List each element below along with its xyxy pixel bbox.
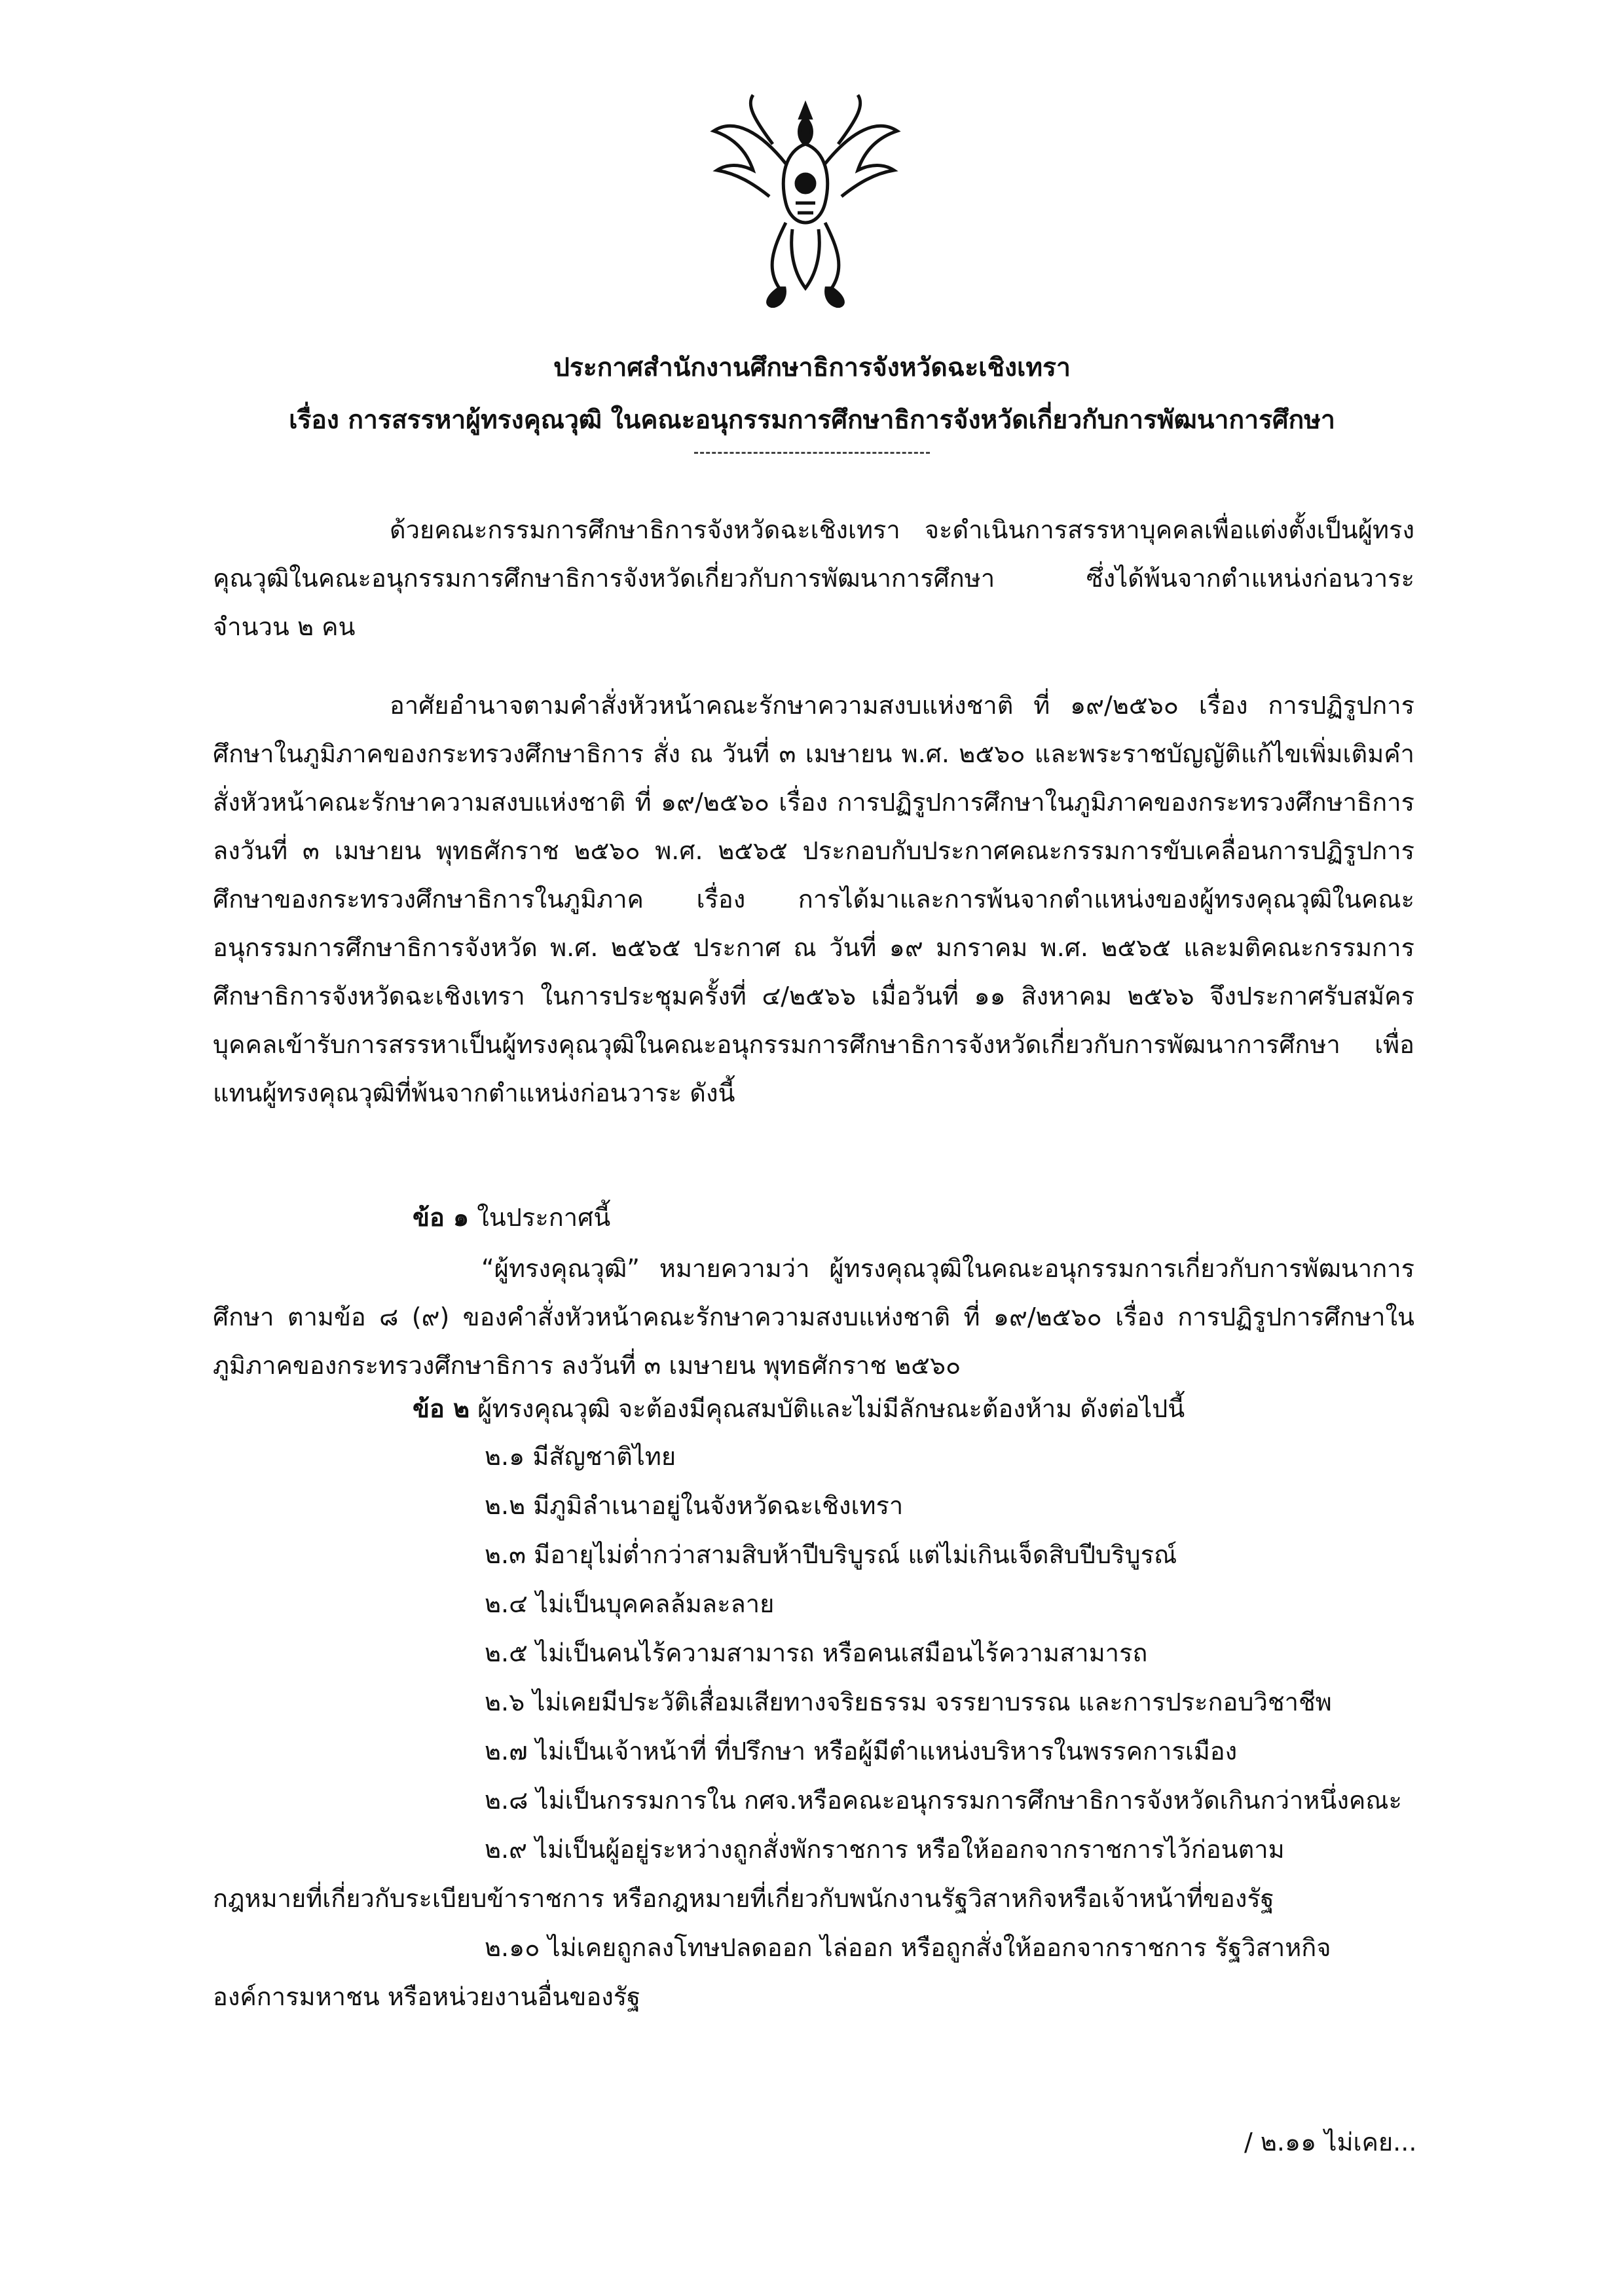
garuda-emblem-icon bbox=[707, 92, 904, 308]
clause-1-heading bbox=[413, 1197, 610, 1237]
clause-1-text: ในประกาศนี้ bbox=[477, 1203, 611, 1232]
clause-2-label: ข้อ ๒ bbox=[413, 1394, 470, 1423]
qualification-item: ๒.๓ มีอายุไม่ต่ำกว่าสามสิบห้าปีบริบูรณ์ แต่ไม่เกินเจ็ดสิบปีบริบูรณ์ bbox=[485, 1540, 1177, 1569]
clause-1-definition: “ผู้ทรงคุณวุฒิ” หมายความว่า ผู้ทรงคุณวุฒิในคณะอนุกรรมการเกี่ยวกับการพัฒนาการศึกษา ตามข้อ ๘ (๙) ของคำสั่งหัวหน้าคณะรักษาความสงบแห่งชาติ ที่ ๑๙/๒๕๖๐ เรื่อง การปฏิรูปการศึกษาในภูมิภาคของกระทรวงศึกษาธิการ ลงวันที่ ๓ เมษายน พุทธศักราช ๒๕๖๐ bbox=[213, 1254, 1414, 1380]
clause-2-heading bbox=[413, 1388, 1185, 1428]
qualification-item: ๒.๙ ไม่เป็นผู้อยู่ระหว่างถูกสั่งพักราชการ หรือให้ออกจากราชการไว้ก่อนตาม bbox=[485, 1835, 1285, 1864]
qualification-item-continued: กฎหมายที่เกี่ยวกับระเบียบข้าราชการ หรือกฎหมายที่เกี่ยวกับพนักงานรัฐวิสาหกิจหรือเจ้าหน้าที่ของรัฐ bbox=[213, 1884, 1274, 1913]
qualification-item: ๒.๑ มีสัญชาติไทย bbox=[485, 1442, 676, 1471]
qualification-item-continued: องค์การมหาชน หรือหน่วยงานอื่นของรัฐ bbox=[213, 1982, 641, 2011]
paragraph-authority: อาศัยอำนาจตามคำสั่งหัวหน้าคณะรักษาความสงบแห่งชาติ ที่ ๑๙/๒๕๖๐ เรื่อง การปฏิรูปการศึกษาในภูมิภาคของกระทรวงศึกษาธิการ สั่ง ณ วันที่ ๓ เมษายน พ.ศ. ๒๕๖๐ และพระราชบัญญัติแก้ไขเพิ่มเติมคำสั่งหัวหน้าคณะรักษาความสงบแห่งชาติ ที่ ๑๙/๒๕๖๐ เรื่อง การปฏิรูปการศึกษาในภูมิภาคของกระทรวงศึกษาธิการ ลงวันที่ ๓ เมษายน พุทธศักราช ๒๕๖๐ พ.ศ. ๒๕๖๕ ประกอบกับประกาศคณะกรรมการขับเคลื่อนการปฏิรูปการศึกษาของกระทรวงศึกษาธิการในภูมิภาค เรื่อง การได้มาและการพ้นจากตำแหน่งของผู้ทรงคุณวุฒิในคณะอนุกรรมการศึกษาธิการจังหวัด พ.ศ. ๒๕๖๕ ประกาศ ณ วันที่ ๑๙ มกราคม พ.ศ. ๒๕๖๕ และมติคณะกรรมการศึกษาธิการจังหวัดฉะเชิงเทรา ในการประชุมครั้งที่ ๔/๒๕๖๖ เมื่อวันที่ ๑๑ สิงหาคม ๒๕๖๖ จึงประกาศรับสมัครบุคคลเข้ารับการสรรหาเป็นผู้ทรงคุณวุฒิในคณะอนุกรรมการศึกษาธิการจังหวัดเกี่ยวกับการพัฒนาการศึกษา เพื่อแทนผู้ทรงคุณวุฒิที่พ้นจากตำแหน่งก่อนวาระ ดังนี้ bbox=[213, 691, 1414, 1107]
announcement-subject: เรื่อง การสรรหาผู้ทรงคุณวุฒิ ในคณะอนุกรรมการศึกษาธิการจังหวัดเกี่ยวกับการพัฒนาการศึกษา bbox=[289, 405, 1335, 435]
clause-1-label: ข้อ ๑ bbox=[413, 1203, 470, 1232]
clause-2-text: ผู้ทรงคุณวุฒิ จะต้องมีคุณสมบัติและไม่มีลักษณะต้องห้าม ดังต่อไปนี้ bbox=[477, 1394, 1185, 1423]
title-divider bbox=[694, 452, 930, 454]
continuation-reference: / ๒.๑๑ ไม่เคย... bbox=[1244, 2128, 1417, 2157]
qualification-item: ๒.๖ ไม่เคยมีประวัติเสื่อมเสียทางจริยธรรม จรรยาบรรณ และการประกอบวิชาชีพ bbox=[485, 1688, 1332, 1716]
qualification-item: ๒.๒ มีภูมิลำเนาอยู่ในจังหวัดฉะเชิงเทรา bbox=[485, 1491, 904, 1520]
paragraph-intro: ด้วยคณะกรรมการศึกษาธิการจังหวัดฉะเชิงเทรา จะดำเนินการสรรหาบุคคลเพื่อแต่งตั้งเป็นผู้ทรงคุณวุฒิในคณะอนุกรรมการศึกษาธิการจังหวัดเกี่ยวกับการพัฒนาการศึกษา ซึ่งได้พ้นจากตำแหน่งก่อนวาระ จำนวน ๒ คน bbox=[213, 515, 1414, 641]
qualification-item: ๒.๘ ไม่เป็นกรรมการใน กศจ.หรือคณะอนุกรรมการศึกษาธิการจังหวัดเกินกว่าหนึ่งคณะ bbox=[485, 1786, 1402, 1815]
qualification-item: ๒.๗ ไม่เป็นเจ้าหน้าที่ ที่ปรึกษา หรือผู้มีตำแหน่งบริหารในพรรคการเมือง bbox=[485, 1737, 1238, 1766]
qualification-item: ๒.๔ ไม่เป็นบุคคลล้มละลาย bbox=[485, 1589, 775, 1618]
qualification-item: ๒.๕ ไม่เป็นคนไร้ความสามารถ หรือคนเสมือนไร้ความสามารถ bbox=[485, 1639, 1148, 1667]
qualification-item: ๒.๑๐ ไม่เคยถูกลงโทษปลดออก ไล่ออก หรือถูกสั่งให้ออกจากราชการ รัฐวิสาหกิจ bbox=[485, 1933, 1331, 1962]
announcement-title: ประกาศสำนักงานศึกษาธิการจังหวัดฉะเชิงเทรา bbox=[553, 353, 1071, 382]
